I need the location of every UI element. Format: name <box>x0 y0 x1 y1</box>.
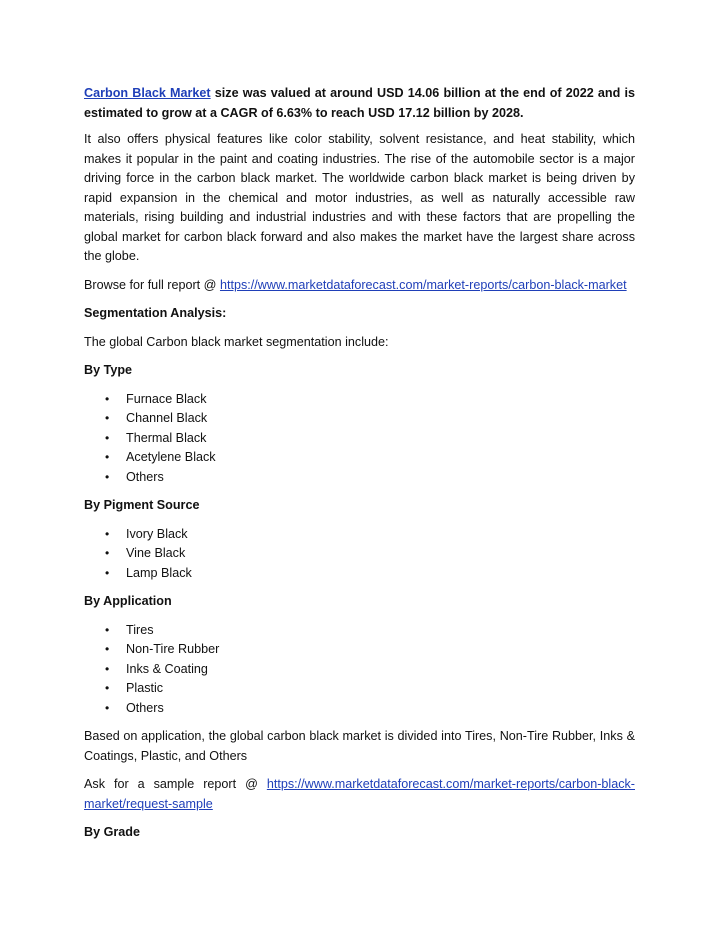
application-note: Based on application, the global carbon black market is divided into Tires, Non-Tire Rubber, Inks & Coatings, Plastic, and Others <box>84 729 635 763</box>
by-type-list <box>84 390 635 488</box>
bullet-icon: • <box>105 430 110 445</box>
bullet-icon: • <box>105 526 110 541</box>
by-grade-heading: By Grade <box>84 825 140 839</box>
list-item: • Non-Tire Rubber <box>84 640 635 660</box>
list-item: • Inks & Coating <box>84 660 635 680</box>
sample-paragraph <box>84 775 635 814</box>
list-item: • Ivory Black <box>84 525 635 545</box>
intro-text: size was valued at around USD 14.06 billion at the end of 2022 and is estimated to grow at a CAGR of 6.63% to reach USD 17.12 billion by 2028. <box>84 86 635 120</box>
bullet-icon: • <box>105 642 110 656</box>
list-item: • Others <box>84 699 635 719</box>
intro-paragraph <box>84 84 635 123</box>
document-page <box>84 84 635 843</box>
list-item: • Thermal Black <box>84 429 635 449</box>
bullet-icon: • <box>105 391 110 406</box>
list-item: • Plastic <box>84 679 635 699</box>
by-application-list <box>84 621 635 719</box>
bullet-icon: • <box>105 661 110 676</box>
carbon-black-market-link[interactable]: Carbon Black Market <box>84 86 211 100</box>
list-item: • Others <box>84 468 635 488</box>
browse-label: Browse for full report @ <box>84 277 220 292</box>
list-item: • Furnace Black <box>84 390 635 410</box>
bullet-icon: • <box>105 450 110 464</box>
sample-report-link[interactable]: https://www.marketdataforecast.com/market-reports/carbon-black-market/request-sample <box>84 777 635 811</box>
bullet-icon: • <box>105 681 110 695</box>
bullet-icon: • <box>105 469 110 484</box>
segmentation-heading: Segmentation Analysis: <box>84 306 227 320</box>
list-item: • Acetylene Black <box>84 448 635 468</box>
bullet-icon: • <box>105 546 110 560</box>
bullet-icon: • <box>105 565 110 580</box>
full-report-link[interactable]: https://www.marketdataforecast.com/market-reports/carbon-black-market <box>219 277 627 292</box>
bullet-icon: • <box>105 700 110 715</box>
browse-paragraph <box>84 276 635 296</box>
sample-label: Ask for a sample report @ <box>84 777 267 791</box>
list-item: • Vine Black <box>84 544 635 564</box>
by-pigment-list <box>84 525 635 584</box>
bullet-icon: • <box>105 622 110 637</box>
list-item: • Tires <box>84 621 635 641</box>
description-paragraph: It also offers physical features like color stability, solvent resistance, and heat stability, which makes it popular in the paint and coating industries. The rise of the automobile sector is a major driving force in the carbon black market. The worldwide carbon black market is being driven by rapid expansion in the chemical and motor industries, as well as naturally accessible raw materials, rising building and industrial industries and with these factors that are propelling the global market for carbon black forward and also makes the market have the largest share across the globe. <box>84 132 635 263</box>
segmentation-intro: The global Carbon black market segmentation include: <box>84 334 389 349</box>
list-item: • Channel Black <box>84 409 635 429</box>
bullet-icon: • <box>105 411 110 425</box>
by-pigment-heading: By Pigment Source <box>84 498 200 512</box>
list-item: • Lamp Black <box>84 564 635 584</box>
by-application-heading: By Application <box>84 594 172 608</box>
by-type-heading: By Type <box>84 363 133 377</box>
